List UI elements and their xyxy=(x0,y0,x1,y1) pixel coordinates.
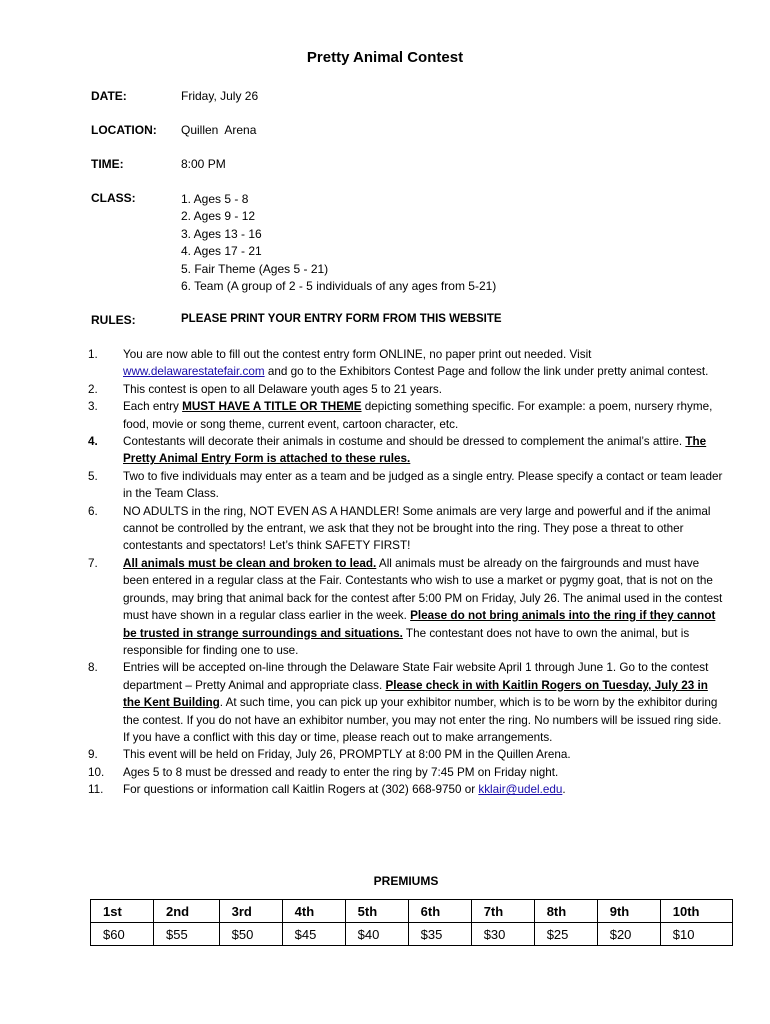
rule-text: Each entry xyxy=(123,400,183,414)
premium-places-row xyxy=(91,900,733,923)
date-label: DATE: xyxy=(91,89,127,103)
rule-item-3 xyxy=(0,398,725,433)
premium-amount-cell: $50 xyxy=(219,923,282,946)
rule-item-5 xyxy=(0,468,725,503)
rule-text: Entries will be accepted on-line through the Delaware State Fair website April 1 through June 1. Go to the contest department – Pretty Animal and appropriate class. xyxy=(123,661,709,692)
rule-text: . At such time, you can pick up your exhibitor number, which is to be worn by the exhibitor during the contest. If you do not have an exhibitor number, you may not enter the ring. No numbers will be issued ring side. If you have a conflict with this day or time, please reach out to make arrangements. xyxy=(123,696,722,744)
premium-place-cell: 9th xyxy=(597,900,660,923)
rules-list xyxy=(0,346,770,799)
premium-amount-cell: $30 xyxy=(471,923,534,946)
rule-emphasis: Please do not bring animals into the ring if they cannot be trusted in strange surroundings and situations. xyxy=(123,609,716,640)
rule-number: 9. xyxy=(88,748,98,762)
rule-number: 8. xyxy=(88,661,98,675)
class-label: CLASS: xyxy=(91,191,136,205)
rule-text: For questions or information call Kaitlin Rogers at (302) 668-9750 or xyxy=(123,783,479,797)
rule-number: 11. xyxy=(88,783,104,797)
premium-amount-cell: $60 xyxy=(91,923,154,946)
rule-text: You are now able to fill out the contest entry form ONLINE, no paper print out needed. Visit xyxy=(123,348,592,361)
location-label: LOCATION: xyxy=(91,123,157,137)
rule-item-4 xyxy=(0,433,725,468)
premium-place-cell: 2nd xyxy=(154,900,220,923)
rule-item-6 xyxy=(0,503,725,555)
class-item: 3. Ages 13 - 16 xyxy=(181,226,262,241)
rule-text: All animals must be already on the fairgrounds and must have been entered in a regular class at the Fair. Contestants who wish to use a market or pygmy goat, that is not on the grounds, may bring that animal back for the contest after 5:00 PM on Friday, July 26. The animal used in the contest must have shown in a regular class earlier in the week. xyxy=(123,556,723,623)
premium-amount-cell: $25 xyxy=(534,923,597,946)
rule-link[interactable]: kklair@udel.edu xyxy=(478,783,563,797)
class-item: 5. Fair Theme (Ages 5 - 21) xyxy=(181,261,329,276)
rule-emphasis: MUST HAVE A TITLE OR THEME xyxy=(182,400,362,414)
rule-emphasis: Please check in with Kaitlin Rogers on Tuesday, July 23 in the Kent Building xyxy=(123,678,708,710)
rule-number: 2. xyxy=(88,382,98,396)
premium-place-cell: 5th xyxy=(345,900,408,923)
page-title: Pretty Animal Contest xyxy=(306,49,464,66)
premium-amounts-row xyxy=(91,923,733,946)
premium-place-cell: 7th xyxy=(471,900,534,923)
premium-amount-cell: $20 xyxy=(597,923,660,946)
premiums-title: PREMIUMS xyxy=(373,874,439,888)
premium-place-cell: 10th xyxy=(660,900,732,923)
rule-number: 5. xyxy=(88,469,98,483)
rule-text: Contestants will decorate their animals in costume and should be dressed to complement the animal’s attire. xyxy=(123,435,686,449)
rule-item-9 xyxy=(0,746,725,763)
rule-number: 1. xyxy=(88,348,98,361)
rule-item-1 xyxy=(0,346,725,381)
rule-emphasis: All animals must be clean and broken to lead. xyxy=(123,556,377,570)
rule-number: 7. xyxy=(88,556,98,570)
premium-place-cell: 8th xyxy=(534,900,597,923)
rule-text: This contest is open to all Delaware youth ages 5 to 21 years. xyxy=(123,382,442,396)
rule-text: The contestant does not have to own the animal, but is responsible for finding one to use. xyxy=(123,626,690,657)
rules-header: PLEASE PRINT YOUR ENTRY FORM FROM THIS WEBSITE xyxy=(181,313,502,325)
rule-item-2 xyxy=(0,381,725,398)
rule-emphasis: The Pretty Animal Entry Form is attached to these rules. xyxy=(123,435,707,466)
premiums-table xyxy=(90,899,733,946)
rule-number: 3. xyxy=(88,400,98,414)
rule-text: . xyxy=(562,783,566,797)
premium-amount-cell: $35 xyxy=(408,923,471,946)
premium-place-cell: 3rd xyxy=(219,900,282,923)
premium-amount-cell: $40 xyxy=(345,923,408,946)
rule-text: and go to the Exhibitors Contest Page and follow the link under pretty animal contest. xyxy=(264,365,709,379)
class-item: 6. Team (A group of 2 - 5 individuals of any ages from 5-21) xyxy=(181,279,497,294)
class-list xyxy=(181,191,496,295)
rule-text: Ages 5 to 8 must be dressed and ready to enter the ring by 7:45 PM on Friday night. xyxy=(123,765,559,779)
rule-text: Two to five individuals may enter as a team and be judged as a single entry. Please specify a contact or team leader in the Team Class. xyxy=(123,469,723,501)
premium-amount-cell: $10 xyxy=(660,923,732,946)
premium-amount-cell: $45 xyxy=(282,923,345,946)
rule-item-7 xyxy=(0,555,725,659)
class-item: 1. Ages 5 - 8 xyxy=(181,192,249,206)
date-value: Friday, July 26 xyxy=(181,89,259,103)
premium-place-cell: 1st xyxy=(91,900,154,923)
rule-item-10 xyxy=(0,764,725,781)
location-value: Quillen Arena xyxy=(181,123,257,137)
rule-text: depicting something specific. For example: a poem, nursery rhyme, food, movie or song theme, current event, cartoon character, etc. xyxy=(123,400,713,431)
class-item: 4. Ages 17 - 21 xyxy=(181,244,262,259)
rule-link[interactable]: www.delawarestatefair.com xyxy=(123,365,265,379)
rule-number: 6. xyxy=(88,504,98,518)
rule-number: 4. xyxy=(88,435,98,449)
rule-number: 10. xyxy=(88,765,105,779)
rule-text: NO ADULTS in the ring, NOT EVEN AS A HANDLER! Some animals are very large and powerful and if the animal cannot be controlled by the entrant, we ask that they not be brought into the ring. They pose a threat to other contestants and spectators! Let’s think SAFETY FIRST! xyxy=(123,504,711,553)
premium-place-cell: 6th xyxy=(408,900,471,923)
time-label: TIME: xyxy=(91,157,124,171)
rules-label: RULES: xyxy=(91,313,136,327)
premium-place-cell: 4th xyxy=(282,900,345,923)
premium-amount-cell: $55 xyxy=(154,923,220,946)
rule-item-8 xyxy=(0,659,725,746)
rule-item-11 xyxy=(0,781,725,798)
rule-text: This event will be held on Friday, July 26, PROMPTLY at 8:00 PM in the Quillen Arena. xyxy=(123,748,571,762)
class-item: 2. Ages 9 - 12 xyxy=(181,209,256,224)
time-value: 8:00 PM xyxy=(181,157,226,171)
